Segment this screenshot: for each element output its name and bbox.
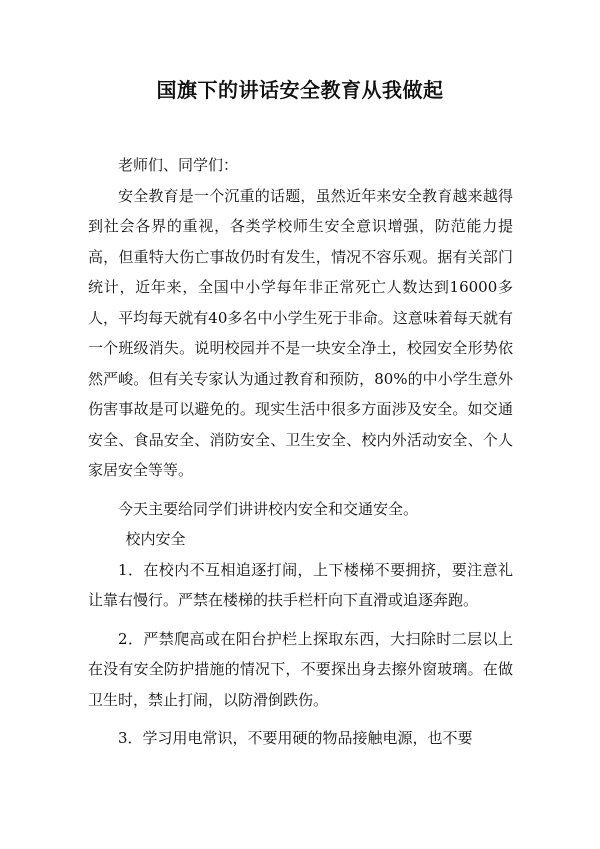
document-body — [88, 150, 513, 754]
greeting: 老师们、同学们： — [118, 156, 239, 174]
paragraph-topic: 今天主要给同学们讲讲校内安全和交通安全。 — [118, 499, 419, 518]
paragraph-intro: 安全教育是一个沉重的话题，虽然近年来安全教育越来越得到社会各界的重视，各类学校师生安全意识增强，防范能力提高，但重特大伤亡事故仍时有发生，情况不容乐观。据有关部门统计，近年来，全国中小学每年非正常死亡人数达到16000多人，平均每天就有40多名中小学生死于非命。这意味着每天就有一个班级消失。说明校园并不是一块安全净土，校园安全形势依然严峻。但有关专家认为通过教育和预防，80%的中小学生意外伤害事故是可以避免的。现实生活中很多方面涉及安全。如交通安全、食品安全、消防安全、卫生安全、校内外活动安全、个人家居安全等等。 — [88, 186, 513, 479]
list-item-2: 2．严禁爬高或在阳台护栏上探取东西，大扫除时二层以上在没有安全防护措施的情况下，不要探出身去擦外窗玻璃。在做卫生时，禁止打闹，以防滑倒跌伤。 — [88, 629, 513, 709]
section-heading: 校内安全 — [125, 530, 186, 548]
document-title: 国旗下的讲话安全教育从我做起 — [156, 78, 444, 102]
list-item-1: 1．在校内不互相追逐打闹，上下楼梯不要拥挤，要注意礼让靠右慢行。严禁在楼梯的扶手栏杆向下直滑或追逐奔跑。 — [88, 560, 513, 609]
list-item-3: 3．学习用电常识，不要用硬的物品接触电源，也不要 — [118, 729, 473, 747]
